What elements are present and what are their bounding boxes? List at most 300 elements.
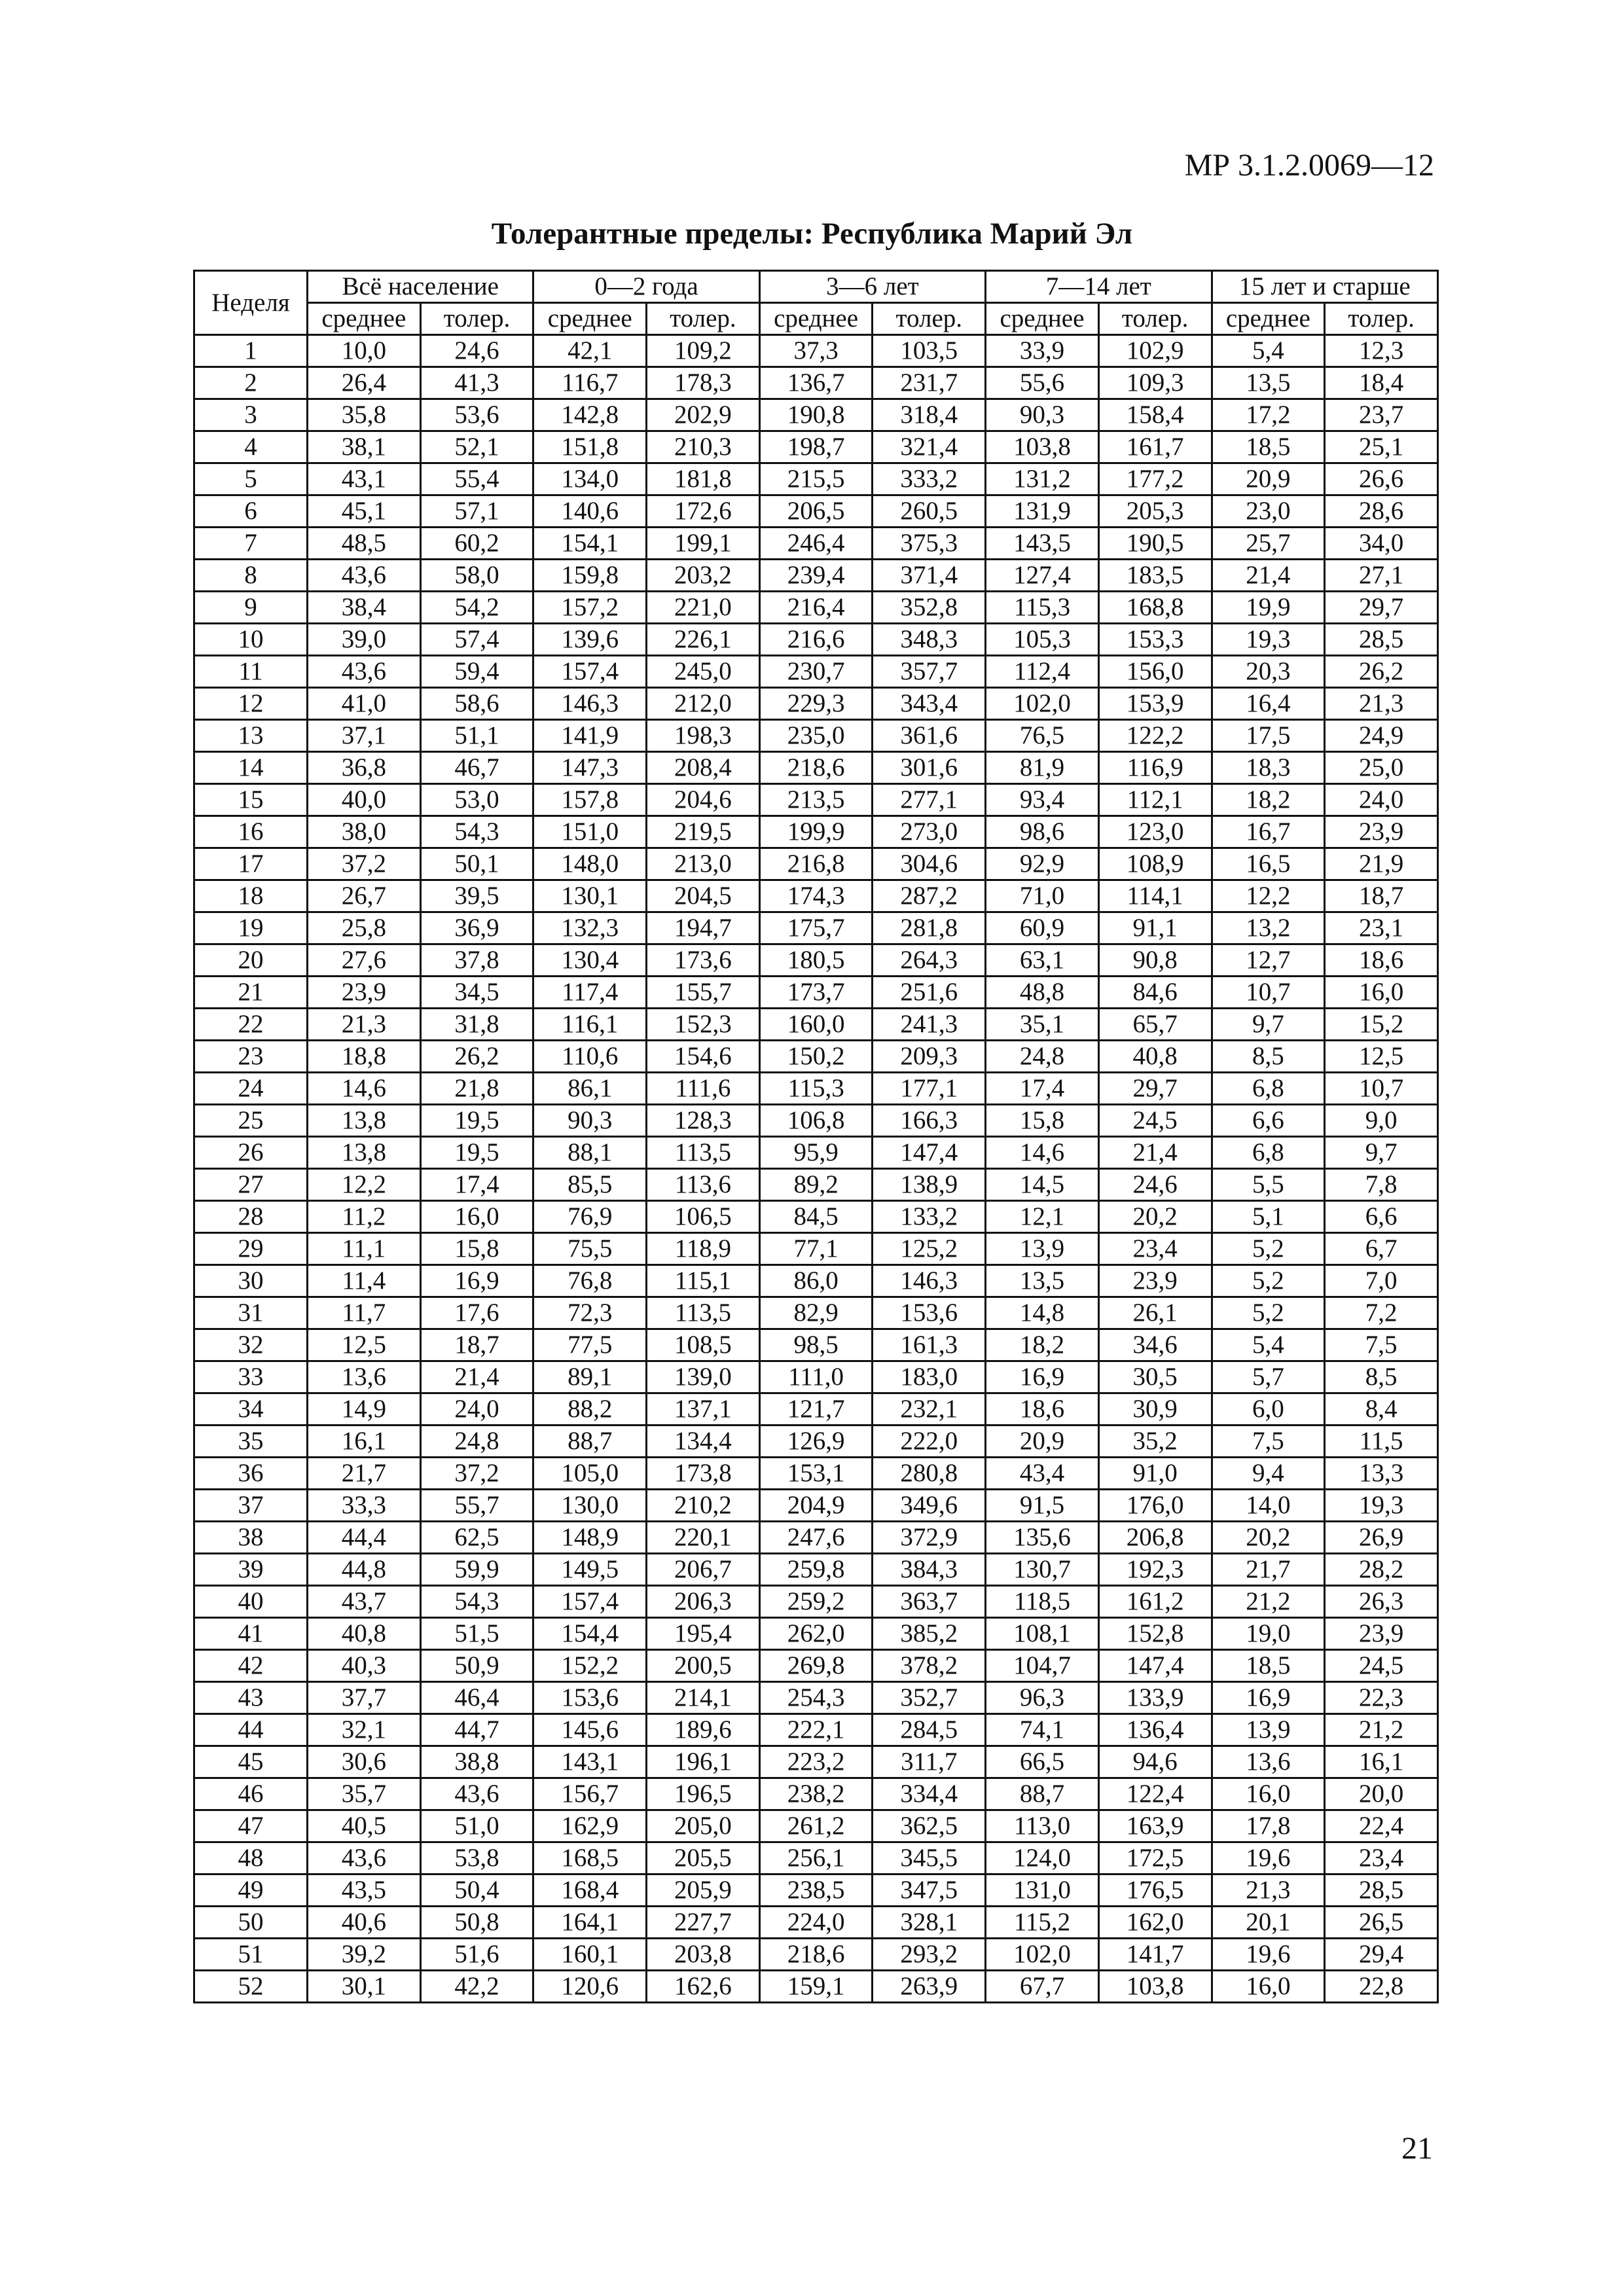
table-cell: 385,2	[873, 1618, 986, 1650]
table-cell: 205,0	[647, 1810, 760, 1842]
table-cell: 21,2	[1212, 1586, 1325, 1618]
table-cell: 18,3	[1212, 752, 1325, 784]
table-cell: 17,4	[420, 1169, 533, 1201]
table-cell: 273,0	[873, 816, 986, 848]
table-cell: 95,9	[759, 1137, 873, 1169]
table-cell: 23,4	[1098, 1233, 1212, 1265]
table-cell: 161,2	[1098, 1586, 1212, 1618]
table-cell: 183,5	[1098, 560, 1212, 592]
table-cell: 21,4	[420, 1361, 533, 1393]
table-cell: 127,4	[986, 560, 1099, 592]
table-cell: 23,9	[1098, 1265, 1212, 1297]
table-cell: 140,6	[533, 495, 647, 528]
table-cell: 17,4	[986, 1073, 1099, 1105]
table-cell: 115,3	[759, 1073, 873, 1105]
table-cell: 269,8	[759, 1650, 873, 1682]
table-cell: 17,8	[1212, 1810, 1325, 1842]
table-cell: 148,9	[533, 1522, 647, 1554]
table-cell: 162,0	[1098, 1907, 1212, 1939]
table-cell: 17,2	[1212, 399, 1325, 431]
table-row	[194, 720, 1438, 752]
table-cell: 116,1	[533, 1009, 647, 1041]
table-cell: 24,9	[1325, 720, 1438, 752]
table-cell: 19,6	[1212, 1939, 1325, 1971]
table-cell: 48,5	[308, 528, 421, 560]
table-cell: 293,2	[873, 1939, 986, 1971]
table-cell: 133,2	[873, 1201, 986, 1233]
table-cell: 24,5	[1325, 1650, 1438, 1682]
table-row	[194, 1586, 1438, 1618]
week-number-cell: 4	[194, 431, 308, 463]
table-row	[194, 1169, 1438, 1201]
table-cell: 106,5	[647, 1201, 760, 1233]
table-cell: 90,8	[1098, 944, 1212, 977]
table-cell: 18,7	[1325, 880, 1438, 912]
table-cell: 53,6	[420, 399, 533, 431]
table-cell: 328,1	[873, 1907, 986, 1939]
week-number-cell: 48	[194, 1842, 308, 1874]
table-cell: 203,2	[647, 560, 760, 592]
table-row	[194, 1650, 1438, 1682]
table-cell: 108,9	[1098, 848, 1212, 880]
table-cell: 122,2	[1098, 720, 1212, 752]
table-cell: 181,8	[647, 463, 760, 495]
table-cell: 133,9	[1098, 1682, 1212, 1714]
week-number-cell: 18	[194, 880, 308, 912]
table-cell: 22,3	[1325, 1682, 1438, 1714]
table-cell: 371,4	[873, 560, 986, 592]
table-cell: 164,1	[533, 1907, 647, 1939]
table-row	[194, 1714, 1438, 1746]
subheader-tolerance: толер.	[1098, 303, 1212, 335]
table-cell: 14,6	[308, 1073, 421, 1105]
table-cell: 16,0	[420, 1201, 533, 1233]
table-header-row-subheaders	[194, 303, 1438, 335]
table-cell: 5,2	[1212, 1265, 1325, 1297]
table-cell: 76,9	[533, 1201, 647, 1233]
week-column-header: Неделя	[194, 271, 308, 335]
table-row	[194, 688, 1438, 720]
table-cell: 29,4	[1325, 1939, 1438, 1971]
table-cell: 18,5	[1212, 1650, 1325, 1682]
table-cell: 43,6	[308, 1842, 421, 1874]
table-row	[194, 656, 1438, 688]
table-cell: 26,9	[1325, 1522, 1438, 1554]
table-cell: 12,5	[1325, 1041, 1438, 1073]
week-number-cell: 10	[194, 624, 308, 656]
table-row	[194, 463, 1438, 495]
table-cell: 136,4	[1098, 1714, 1212, 1746]
table-cell: 105,3	[986, 624, 1099, 656]
table-cell: 21,8	[420, 1073, 533, 1105]
table-cell: 206,5	[759, 495, 873, 528]
week-number-cell: 29	[194, 1233, 308, 1265]
table-row	[194, 752, 1438, 784]
table-cell: 86,0	[759, 1265, 873, 1297]
table-cell: 75,5	[533, 1233, 647, 1265]
table-cell: 37,2	[420, 1458, 533, 1490]
table-row	[194, 399, 1438, 431]
table-cell: 21,3	[308, 1009, 421, 1041]
table-cell: 173,6	[647, 944, 760, 977]
table-cell: 153,9	[1098, 688, 1212, 720]
table-cell: 15,2	[1325, 1009, 1438, 1041]
table-cell: 352,7	[873, 1682, 986, 1714]
table-row	[194, 1522, 1438, 1554]
table-cell: 28,5	[1325, 1874, 1438, 1907]
table-cell: 222,0	[873, 1426, 986, 1458]
table-cell: 37,7	[308, 1682, 421, 1714]
table-cell: 113,5	[647, 1297, 760, 1329]
table-cell: 19,9	[1212, 592, 1325, 624]
table-cell: 12,3	[1325, 335, 1438, 367]
table-cell: 172,5	[1098, 1842, 1212, 1874]
table-cell: 58,6	[420, 688, 533, 720]
table-cell: 28,6	[1325, 495, 1438, 528]
table-cell: 34,6	[1098, 1329, 1212, 1361]
group-header-7-14-years: 7—14 лет	[986, 271, 1212, 303]
table-cell: 30,6	[308, 1746, 421, 1778]
table-cell: 23,0	[1212, 495, 1325, 528]
table-cell: 21,7	[1212, 1554, 1325, 1586]
table-cell: 16,0	[1212, 1971, 1325, 2003]
table-cell: 21,3	[1212, 1874, 1325, 1907]
table-row	[194, 912, 1438, 944]
table-cell: 16,0	[1212, 1778, 1325, 1810]
table-cell: 37,3	[759, 335, 873, 367]
table-cell: 157,8	[533, 784, 647, 816]
table-cell: 81,9	[986, 752, 1099, 784]
table-cell: 161,7	[1098, 431, 1212, 463]
table-cell: 21,2	[1325, 1714, 1438, 1746]
table-cell: 14,8	[986, 1297, 1099, 1329]
table-cell: 30,5	[1098, 1361, 1212, 1393]
table-cell: 263,9	[873, 1971, 986, 2003]
table-cell: 7,8	[1325, 1169, 1438, 1201]
table-cell: 114,1	[1098, 880, 1212, 912]
subheader-tolerance: толер.	[873, 303, 986, 335]
table-cell: 6,8	[1212, 1137, 1325, 1169]
table-cell: 24,6	[1098, 1169, 1212, 1201]
table-cell: 5,4	[1212, 335, 1325, 367]
table-cell: 26,2	[1325, 656, 1438, 688]
table-cell: 260,5	[873, 495, 986, 528]
table-cell: 7,2	[1325, 1297, 1438, 1329]
table-cell: 206,7	[647, 1554, 760, 1586]
table-cell: 132,3	[533, 912, 647, 944]
table-row	[194, 1073, 1438, 1105]
table-cell: 345,5	[873, 1842, 986, 1874]
table-cell: 5,5	[1212, 1169, 1325, 1201]
table-cell: 76,8	[533, 1265, 647, 1297]
subheader-mean: среднее	[533, 303, 647, 335]
table-cell: 71,0	[986, 880, 1099, 912]
table-cell: 117,4	[533, 977, 647, 1009]
table-cell: 168,4	[533, 1874, 647, 1907]
week-number-cell: 22	[194, 1009, 308, 1041]
table-cell: 18,7	[420, 1329, 533, 1361]
week-number-cell: 38	[194, 1522, 308, 1554]
table-cell: 375,3	[873, 528, 986, 560]
table-cell: 11,5	[1325, 1426, 1438, 1458]
table-cell: 50,9	[420, 1650, 533, 1682]
table-cell: 26,7	[308, 880, 421, 912]
table-cell: 42,1	[533, 335, 647, 367]
table-row	[194, 1810, 1438, 1842]
table-cell: 219,5	[647, 816, 760, 848]
table-cell: 19,5	[420, 1137, 533, 1169]
table-cell: 31,8	[420, 1009, 533, 1041]
table-cell: 88,7	[986, 1778, 1099, 1810]
week-number-cell: 15	[194, 784, 308, 816]
table-cell: 54,3	[420, 816, 533, 848]
table-cell: 196,5	[647, 1778, 760, 1810]
table-cell: 66,5	[986, 1746, 1099, 1778]
table-cell: 111,0	[759, 1361, 873, 1393]
table-cell: 16,4	[1212, 688, 1325, 720]
table-cell: 216,4	[759, 592, 873, 624]
table-cell: 138,9	[873, 1169, 986, 1201]
subheader-tolerance: толер.	[647, 303, 760, 335]
table-cell: 25,8	[308, 912, 421, 944]
table-cell: 88,1	[533, 1137, 647, 1169]
table-cell: 245,0	[647, 656, 760, 688]
table-cell: 12,2	[308, 1169, 421, 1201]
table-cell: 29,7	[1325, 592, 1438, 624]
table-cell: 206,3	[647, 1586, 760, 1618]
table-cell: 151,8	[533, 431, 647, 463]
table-cell: 13,6	[1212, 1746, 1325, 1778]
table-cell: 37,8	[420, 944, 533, 977]
table-cell: 18,8	[308, 1041, 421, 1073]
table-cell: 11,1	[308, 1233, 421, 1265]
table-cell: 199,9	[759, 816, 873, 848]
table-row	[194, 1554, 1438, 1586]
week-number-cell: 34	[194, 1393, 308, 1426]
week-number-cell: 8	[194, 560, 308, 592]
table-row	[194, 1329, 1438, 1361]
tolerance-table	[193, 270, 1439, 2003]
table-row	[194, 528, 1438, 560]
table-cell: 13,3	[1325, 1458, 1438, 1490]
table-cell: 50,1	[420, 848, 533, 880]
table-cell: 8,5	[1325, 1361, 1438, 1393]
table-cell: 205,3	[1098, 495, 1212, 528]
table-cell: 6,6	[1325, 1201, 1438, 1233]
group-header-all-population: Всё население	[308, 271, 533, 303]
table-cell: 113,0	[986, 1810, 1099, 1842]
table-cell: 23,1	[1325, 912, 1438, 944]
table-cell: 11,4	[308, 1265, 421, 1297]
table-cell: 287,2	[873, 880, 986, 912]
table-cell: 146,3	[533, 688, 647, 720]
table-cell: 157,4	[533, 656, 647, 688]
group-header-15-plus-years: 15 лет и старше	[1212, 271, 1438, 303]
table-cell: 118,5	[986, 1586, 1099, 1618]
table-cell: 159,1	[759, 1971, 873, 2003]
table-row	[194, 335, 1438, 367]
table-cell: 143,1	[533, 1746, 647, 1778]
table-cell: 5,1	[1212, 1201, 1325, 1233]
table-body	[194, 335, 1438, 2003]
table-cell: 17,5	[1212, 720, 1325, 752]
table-header	[194, 271, 1438, 335]
table-cell: 16,9	[420, 1265, 533, 1297]
table-cell: 10,7	[1212, 977, 1325, 1009]
table-cell: 209,3	[873, 1041, 986, 1073]
table-cell: 37,1	[308, 720, 421, 752]
table-cell: 40,3	[308, 1650, 421, 1682]
table-row	[194, 1682, 1438, 1714]
table-cell: 259,8	[759, 1554, 873, 1586]
table-cell: 52,1	[420, 431, 533, 463]
table-cell: 112,1	[1098, 784, 1212, 816]
table-cell: 321,4	[873, 431, 986, 463]
table-cell: 239,4	[759, 560, 873, 592]
table-cell: 18,4	[1325, 367, 1438, 399]
table-cell: 227,7	[647, 1907, 760, 1939]
table-row	[194, 1618, 1438, 1650]
week-number-cell: 45	[194, 1746, 308, 1778]
table-cell: 277,1	[873, 784, 986, 816]
week-number-cell: 40	[194, 1586, 308, 1618]
table-cell: 311,7	[873, 1746, 986, 1778]
week-number-cell: 33	[194, 1361, 308, 1393]
table-cell: 363,7	[873, 1586, 986, 1618]
table-cell: 25,0	[1325, 752, 1438, 784]
table-cell: 162,6	[647, 1971, 760, 2003]
table-cell: 13,6	[308, 1361, 421, 1393]
table-header-row-groups	[194, 271, 1438, 303]
table-cell: 102,0	[986, 688, 1099, 720]
table-cell: 205,9	[647, 1874, 760, 1907]
week-number-cell: 31	[194, 1297, 308, 1329]
table-cell: 35,2	[1098, 1426, 1212, 1458]
table-cell: 55,4	[420, 463, 533, 495]
table-cell: 48,8	[986, 977, 1099, 1009]
table-cell: 213,0	[647, 848, 760, 880]
table-cell: 124,0	[986, 1842, 1099, 1874]
table-cell: 118,9	[647, 1233, 760, 1265]
table-cell: 153,6	[533, 1682, 647, 1714]
table-cell: 106,8	[759, 1105, 873, 1137]
table-cell: 238,5	[759, 1874, 873, 1907]
table-cell: 145,6	[533, 1714, 647, 1746]
table-cell: 9,0	[1325, 1105, 1438, 1137]
table-cell: 13,2	[1212, 912, 1325, 944]
table-cell: 196,1	[647, 1746, 760, 1778]
table-cell: 85,5	[533, 1169, 647, 1201]
table-cell: 378,2	[873, 1650, 986, 1682]
table-cell: 42,2	[420, 1971, 533, 2003]
table-cell: 13,9	[1212, 1714, 1325, 1746]
table-cell: 44,7	[420, 1714, 533, 1746]
table-cell: 112,4	[986, 656, 1099, 688]
table-cell: 58,0	[420, 560, 533, 592]
table-cell: 24,0	[1325, 784, 1438, 816]
week-number-cell: 49	[194, 1874, 308, 1907]
table-cell: 5,7	[1212, 1361, 1325, 1393]
table-cell: 26,4	[308, 367, 421, 399]
table-cell: 12,7	[1212, 944, 1325, 977]
table-cell: 40,6	[308, 1907, 421, 1939]
week-number-cell: 46	[194, 1778, 308, 1810]
table-cell: 232,1	[873, 1393, 986, 1426]
table-cell: 153,3	[1098, 624, 1212, 656]
table-cell: 103,8	[986, 431, 1099, 463]
table-cell: 88,2	[533, 1393, 647, 1426]
table-cell: 128,3	[647, 1105, 760, 1137]
table-cell: 67,7	[986, 1971, 1099, 2003]
week-number-cell: 43	[194, 1682, 308, 1714]
table-cell: 6,6	[1212, 1105, 1325, 1137]
table-row	[194, 367, 1438, 399]
table-cell: 24,6	[420, 335, 533, 367]
week-number-cell: 23	[194, 1041, 308, 1073]
table-cell: 45,1	[308, 495, 421, 528]
table-row	[194, 1041, 1438, 1073]
table-cell: 131,9	[986, 495, 1099, 528]
week-number-cell: 36	[194, 1458, 308, 1490]
table-cell: 43,6	[308, 656, 421, 688]
week-number-cell: 50	[194, 1907, 308, 1939]
table-cell: 160,0	[759, 1009, 873, 1041]
table-cell: 202,9	[647, 399, 760, 431]
table-cell: 113,6	[647, 1169, 760, 1201]
table-cell: 21,7	[308, 1458, 421, 1490]
table-cell: 60,2	[420, 528, 533, 560]
table-cell: 334,4	[873, 1778, 986, 1810]
table-cell: 16,5	[1212, 848, 1325, 880]
table-cell: 59,4	[420, 656, 533, 688]
week-number-cell: 5	[194, 463, 308, 495]
table-cell: 213,5	[759, 784, 873, 816]
table-cell: 93,4	[986, 784, 1099, 816]
table-cell: 151,0	[533, 816, 647, 848]
table-cell: 60,9	[986, 912, 1099, 944]
table-cell: 16,7	[1212, 816, 1325, 848]
table-cell: 84,6	[1098, 977, 1212, 1009]
table-cell: 210,2	[647, 1490, 760, 1522]
table-cell: 259,2	[759, 1586, 873, 1618]
group-header-0-2-years: 0—2 года	[533, 271, 759, 303]
table-cell: 39,5	[420, 880, 533, 912]
table-cell: 102,0	[986, 1939, 1099, 1971]
table-cell: 39,2	[308, 1939, 421, 1971]
table-cell: 25,7	[1212, 528, 1325, 560]
table-cell: 130,1	[533, 880, 647, 912]
table-cell: 20,3	[1212, 656, 1325, 688]
table-cell: 74,1	[986, 1714, 1099, 1746]
table-cell: 11,2	[308, 1201, 421, 1233]
table-row	[194, 592, 1438, 624]
table-cell: 195,4	[647, 1618, 760, 1650]
table-cell: 116,7	[533, 367, 647, 399]
table-cell: 349,6	[873, 1490, 986, 1522]
table-cell: 131,2	[986, 463, 1099, 495]
table-cell: 102,9	[1098, 335, 1212, 367]
table-cell: 33,9	[986, 335, 1099, 367]
table-cell: 54,3	[420, 1586, 533, 1618]
subheader-mean: среднее	[308, 303, 421, 335]
table-cell: 235,0	[759, 720, 873, 752]
table-cell: 216,8	[759, 848, 873, 880]
table-cell: 43,6	[308, 560, 421, 592]
subheader-mean: среднее	[1212, 303, 1325, 335]
table-cell: 43,5	[308, 1874, 421, 1907]
week-number-cell: 12	[194, 688, 308, 720]
table-cell: 22,8	[1325, 1971, 1438, 2003]
